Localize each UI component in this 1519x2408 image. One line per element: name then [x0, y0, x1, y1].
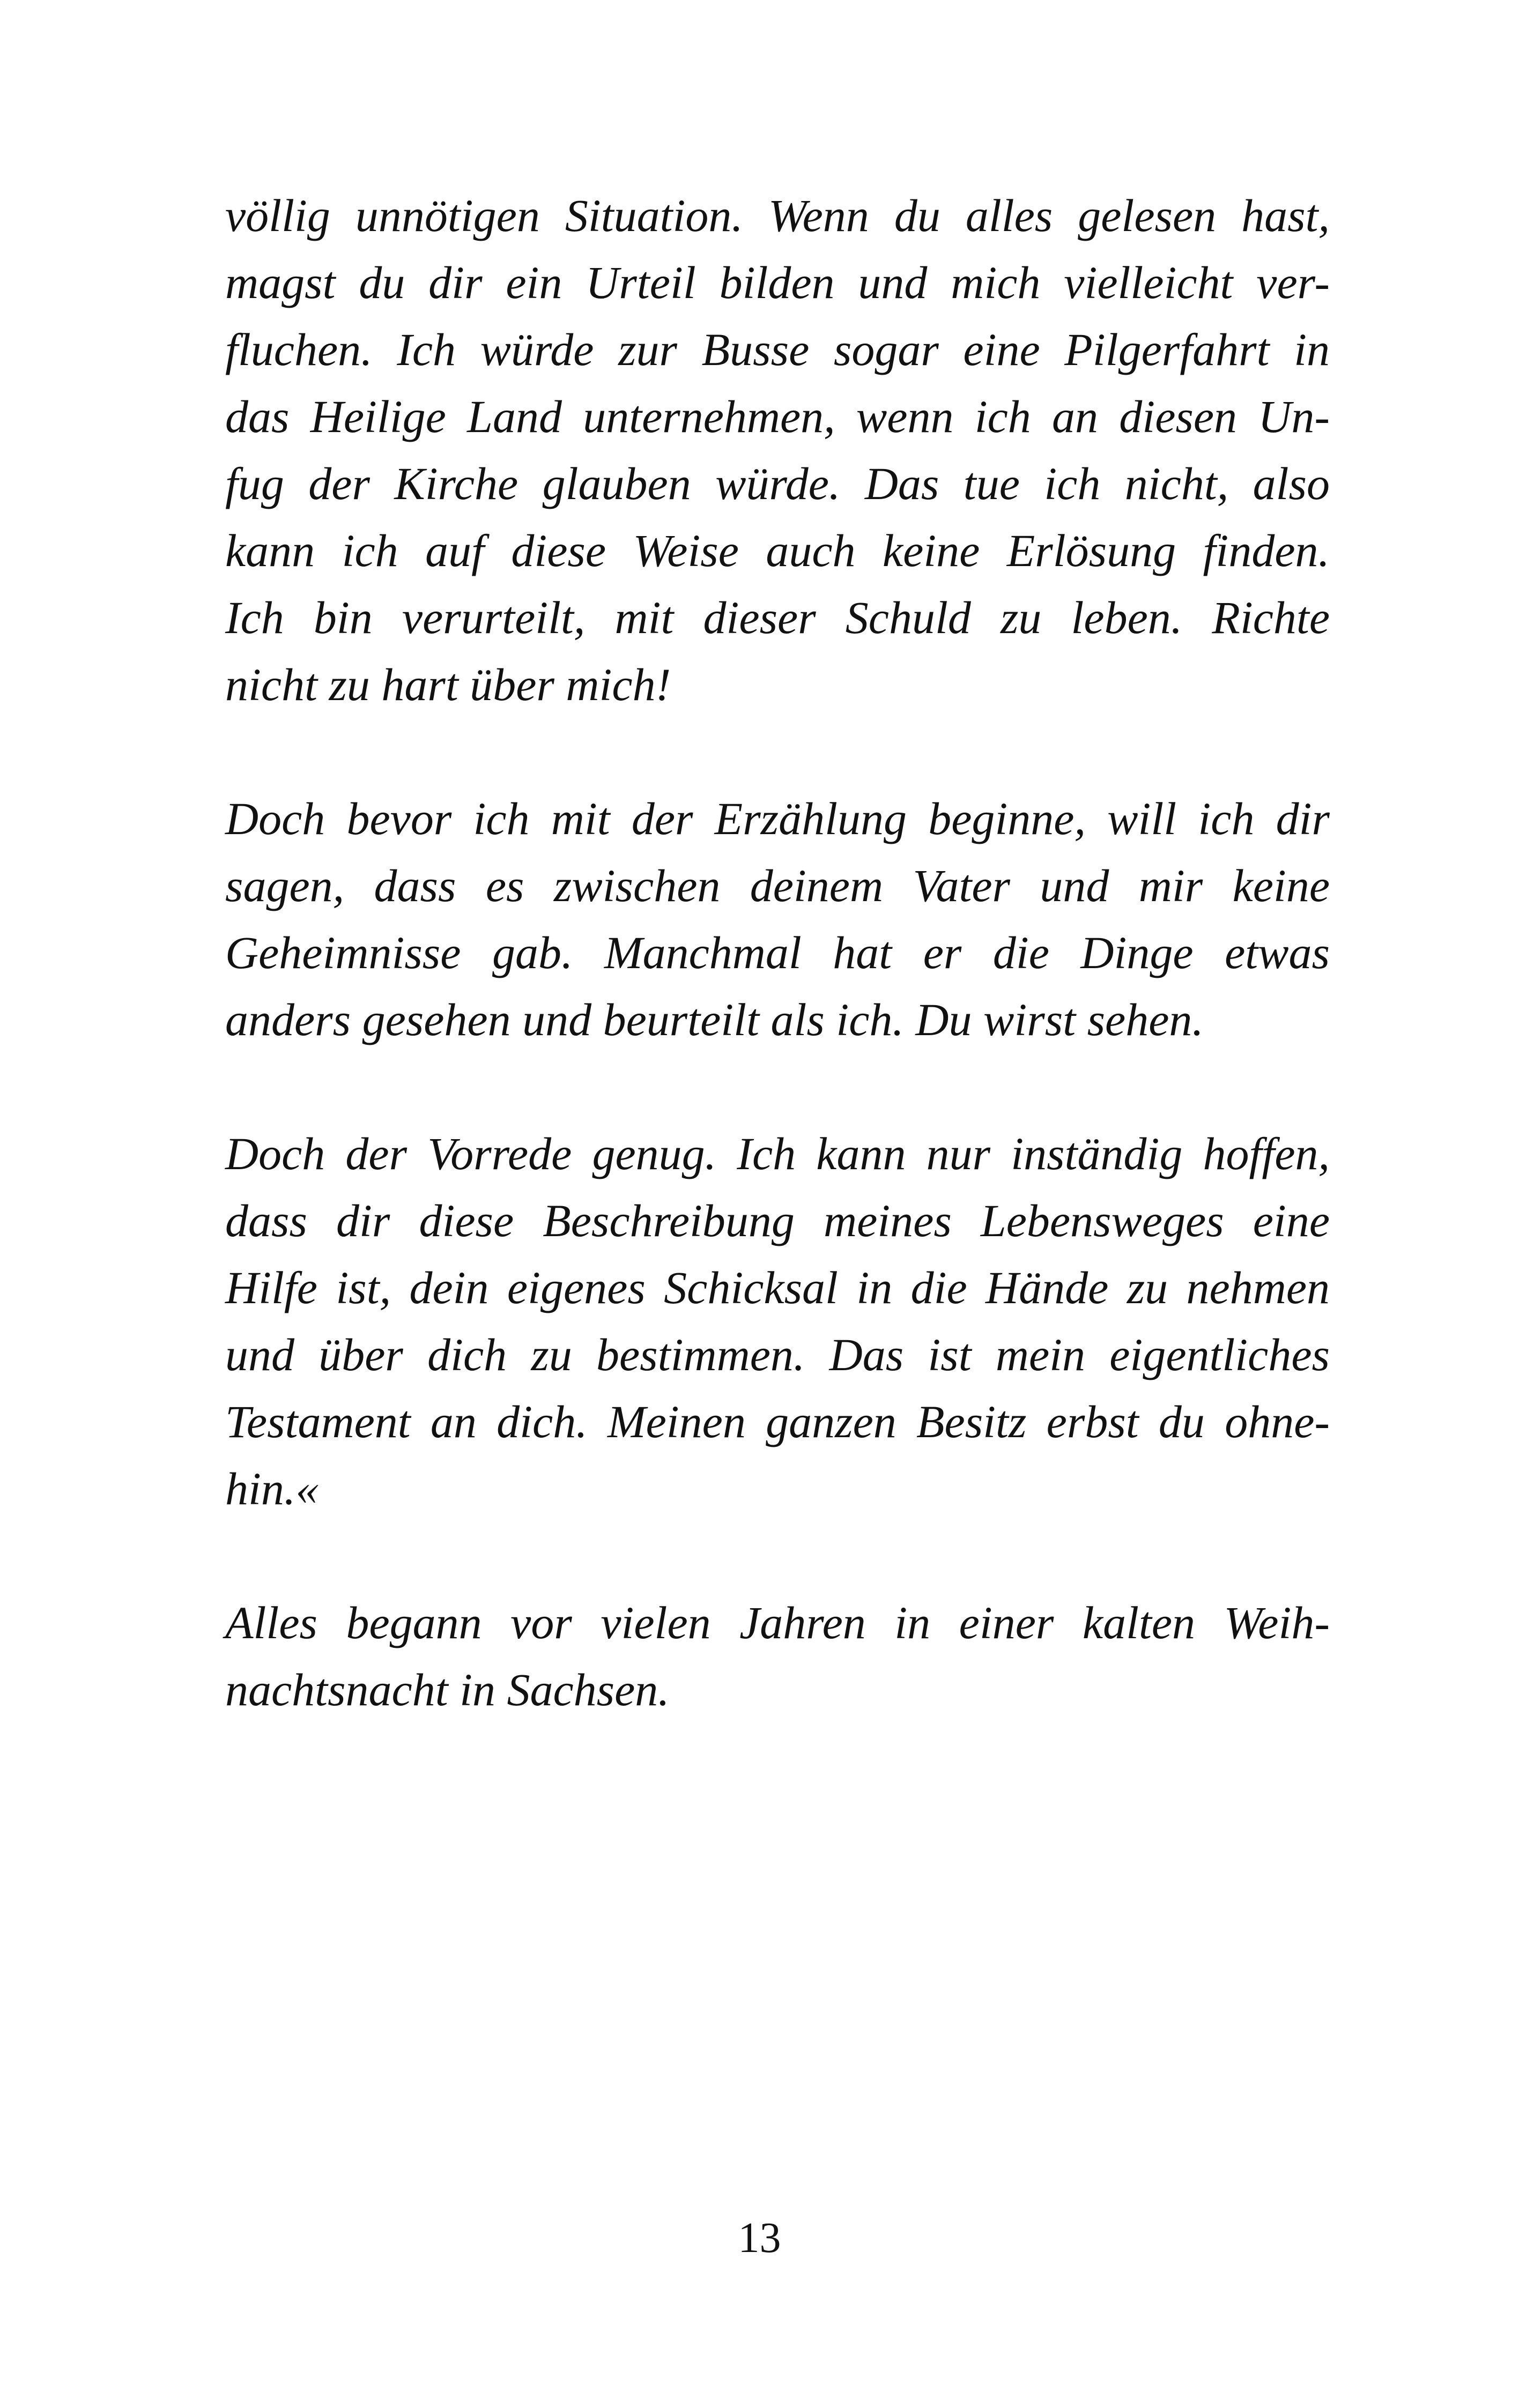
text-line: das Heilige Land unternehmen, wenn ich an diesen Un- [225, 391, 1330, 442]
text-line: Geheimnisse gab. Manchmal hat er die Dinge etwas [225, 927, 1330, 978]
paragraph-spacer [225, 718, 1330, 785]
text-line: völlig unnötigen Situation. Wenn du alles gelesen hast, [225, 190, 1330, 241]
text-line: und über dich zu bestimmen. Das ist mein eigentliches [225, 1329, 1330, 1380]
text-line: magst du dir ein Urteil bilden und mich vielleicht ver- [225, 257, 1330, 308]
text-line: Doch bevor ich mit der Erzählung beginne, will ich dir [225, 793, 1330, 844]
page-number: 13 [738, 2214, 781, 2262]
text-line: hin.« [225, 1463, 319, 1514]
text-line: dass dir diese Beschreibung meines Lebensweges eine [225, 1195, 1330, 1246]
body-text [225, 182, 1330, 1723]
text-line: sagen, dass es zwischen deinem Vater und mir keine [225, 860, 1330, 911]
text-line: Testament an dich. Meinen ganzen Besitz erbst du ohne- [225, 1396, 1330, 1447]
text-line: nicht zu hart über mich! [225, 659, 671, 710]
text-line: Doch der Vorrede genug. Ich kann nur inständig hoffen, [225, 1128, 1330, 1179]
text-line: nachtsnacht in Sachsen. [225, 1664, 670, 1715]
text-line: kann ich auf diese Weise auch keine Erlösung finden. [225, 525, 1330, 576]
text-line: anders gesehen und beurteilt als ich. Du wirst sehen. [225, 994, 1204, 1045]
text-line: Hilfe ist, dein eigenes Schicksal in die Hände zu nehmen [225, 1262, 1330, 1313]
paragraph [225, 1120, 1330, 1522]
paragraph [225, 182, 1330, 718]
text-line: Alles begann vor vielen Jahren in einer kalten Weih- [225, 1597, 1330, 1648]
paragraph-spacer [225, 1522, 1330, 1589]
text-line: fug der Kirche glauben würde. Das tue ich nicht, also [225, 458, 1330, 509]
text-line: Ich bin verurteilt, mit dieser Schuld zu leben. Richte [225, 592, 1330, 643]
paragraph [225, 1589, 1330, 1723]
paragraph-spacer [225, 1053, 1330, 1120]
paragraph [225, 785, 1330, 1053]
text-line: fluchen. Ich würde zur Busse sogar eine Pilgerfahrt in [225, 324, 1330, 375]
